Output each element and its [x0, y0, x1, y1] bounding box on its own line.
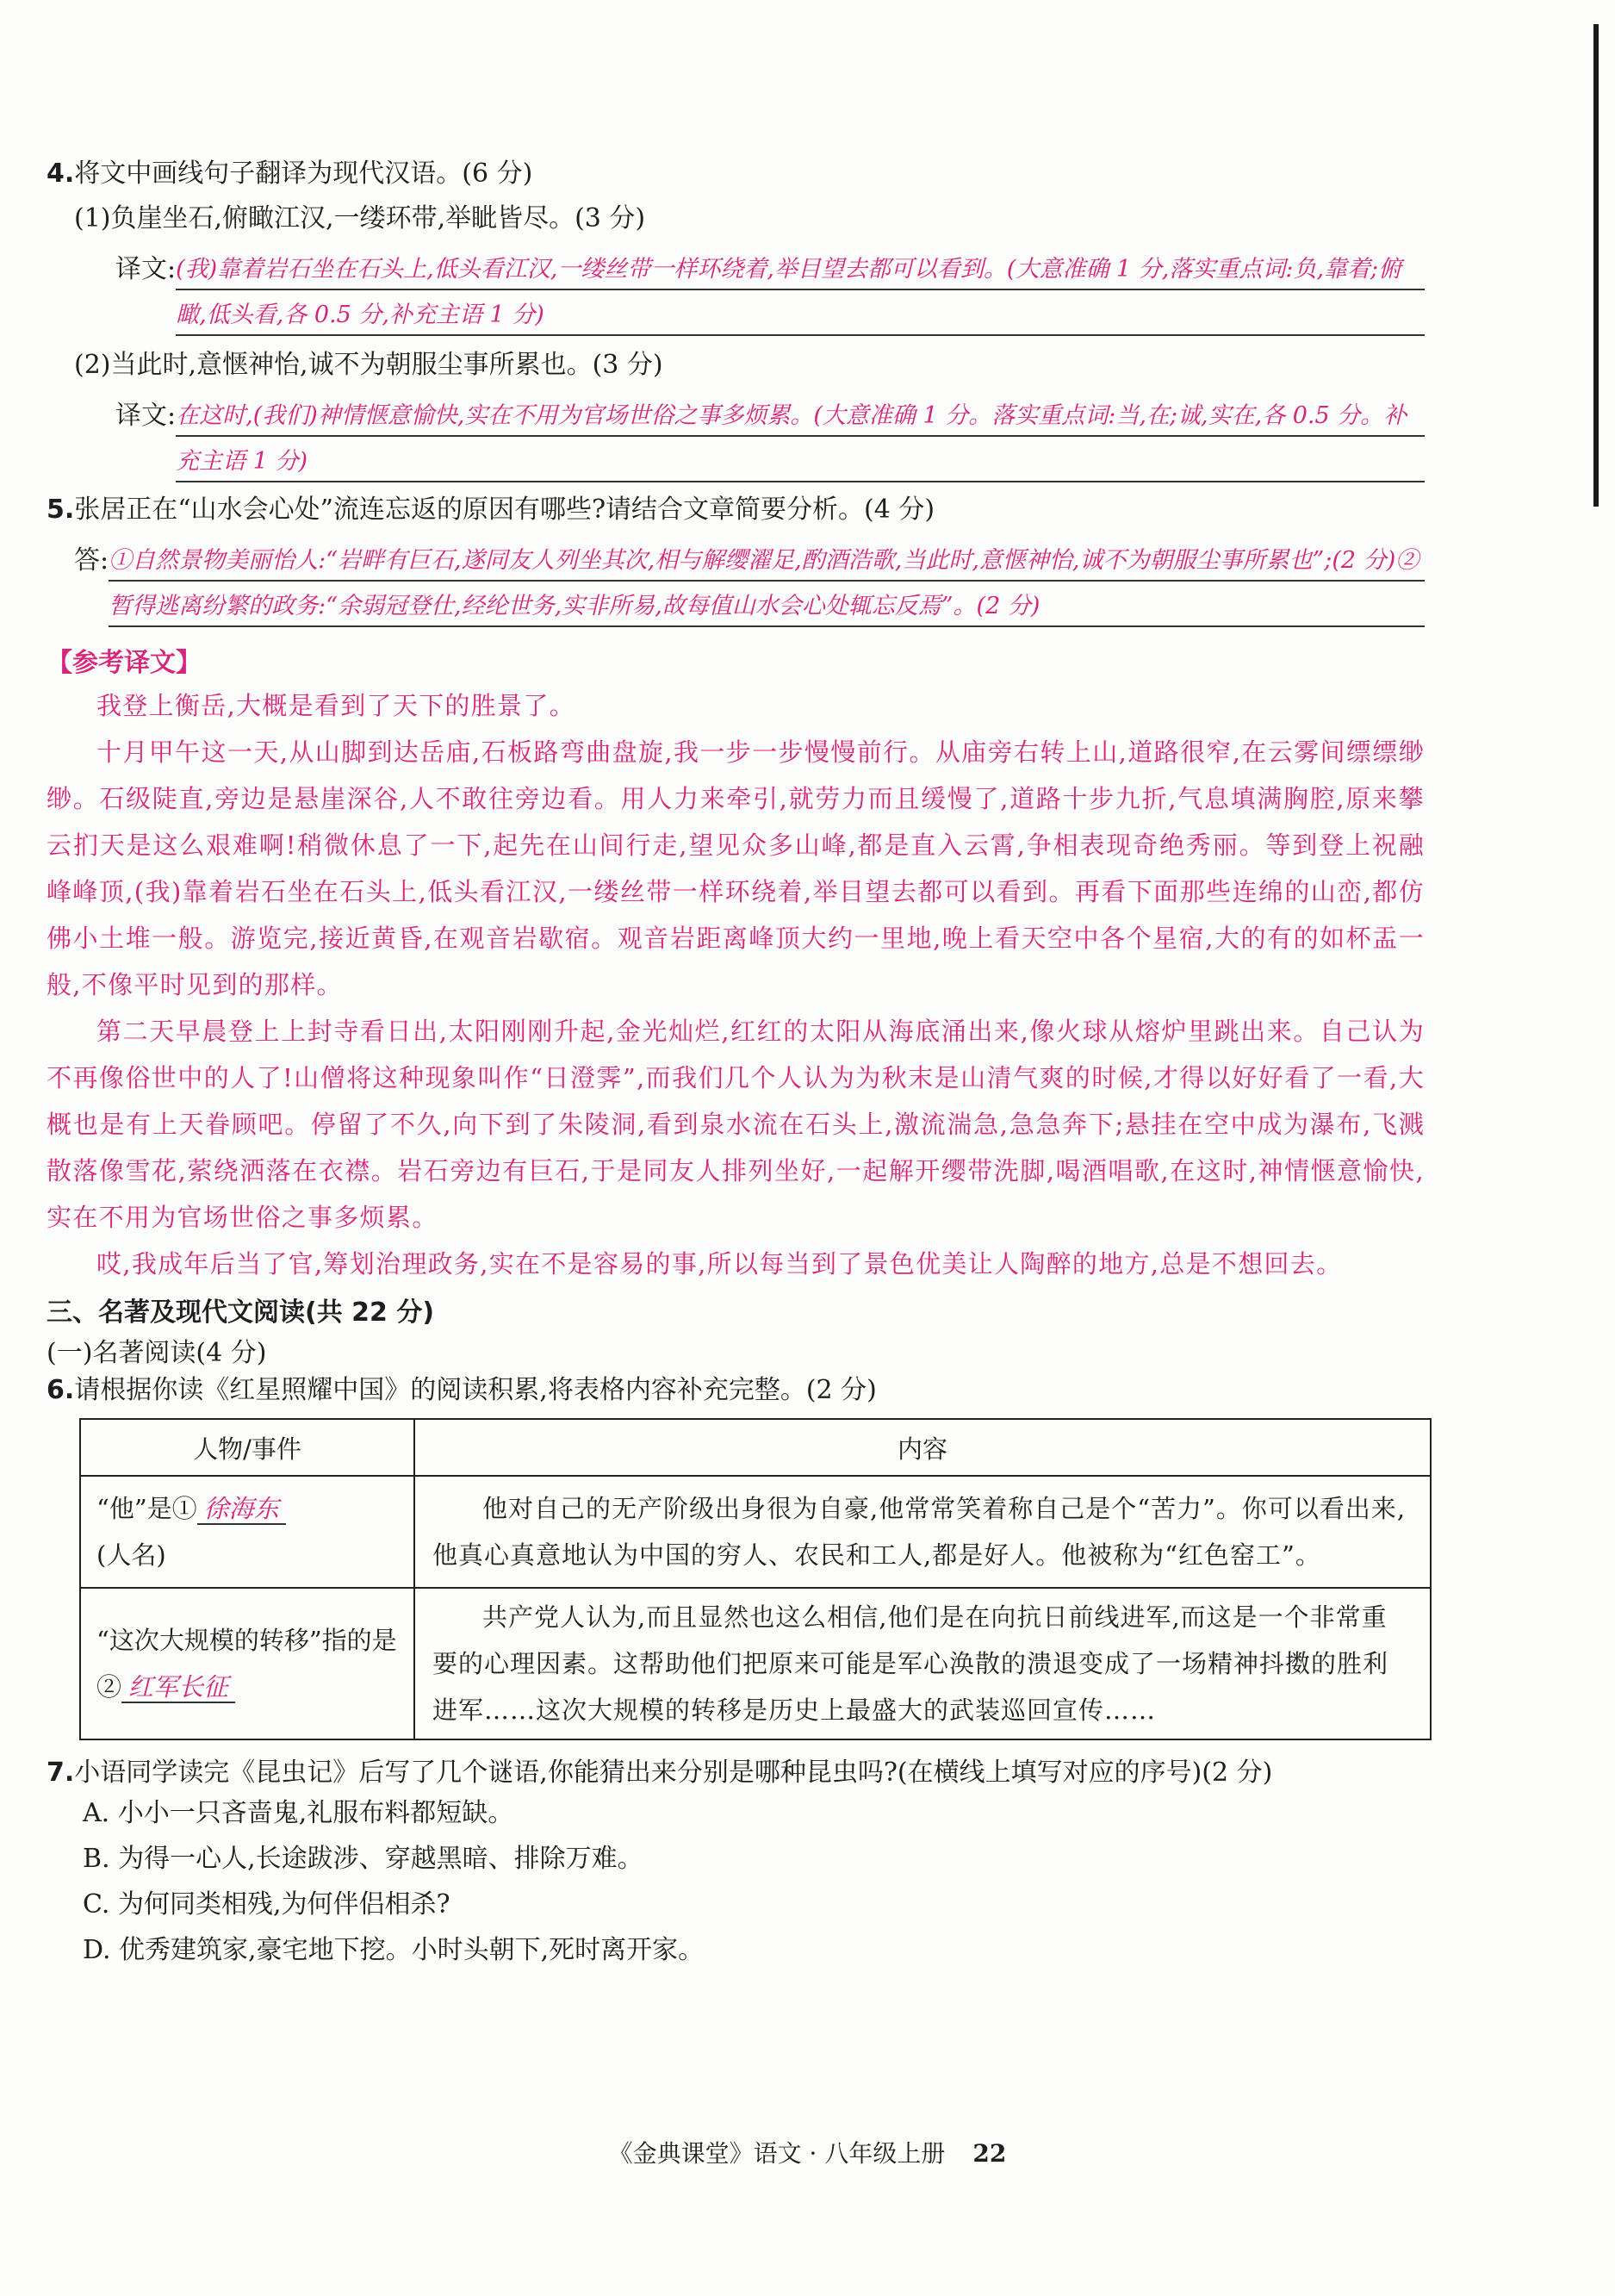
- reading-table: [79, 1418, 1432, 1740]
- table-header: 内容: [414, 1419, 1431, 1476]
- worksheet-page: [47, 157, 1425, 1973]
- answer-4-1: 译文: (我)靠着岩石坐在石头上,低头看江汉,一缕丝带一样环绕着,举目望去都可以看到。(大意准确 1 分,落实重点词:负,靠着;俯瞰,低头看,各 0.5 分,补充主语 1 分): [47, 246, 1425, 338]
- table-cell: “他”是① 徐海东 (人名): [80, 1476, 414, 1588]
- answer-5: 答: ①自然景物美丽怡人:“岩畔有巨石,遂同友人列坐其次,相与解缨濯足,酌酒浩歌,当此时,意惬神怡,诚不为朝服尘事所累也”;(2 分)②暂得逃离纷繁的政务:“余弱冠登仕,经纶世务,实非所易,故每值山水会心处辄忘反焉”。(2 分): [47, 538, 1425, 629]
- handwritten-answer: ①自然景物美丽怡人:“岩畔有巨石,遂同友人列坐其次,相与解缨濯足,酌酒浩歌,当此时,意惬神怡,诚不为朝服尘事所累也”;(2 分)②暂得逃离纷繁的政务:“余弱冠登仕,经纶世务,实非所易,故每值山水会心处辄忘反焉”。(2 分): [109, 538, 1425, 629]
- question-6: 6.请根据你读《红星照耀中国》的阅读积累,将表格内容补充完整。(2 分): [47, 1375, 877, 1405]
- page-number: 22: [972, 2139, 1007, 2168]
- question-number: 5.: [47, 495, 75, 525]
- table-header: 人物/事件: [80, 1419, 414, 1476]
- question-number: 6.: [47, 1375, 75, 1405]
- question-7: 7.小语同学读完《昆虫记》后写了几个谜语,你能猜出来分别是哪种昆虫吗?(在横线上填写对应的序号)(2 分): [47, 1758, 1273, 1788]
- question-number: 4.: [47, 159, 75, 189]
- reference-paragraph: 第二天早晨登上上封寺看日出,太阳刚刚升起,金光灿烂,红红的太阳从海底涌出来,像火球从熔炉里跳出来。自己认为不再像俗世中的人了!山僧将这种现象叫作“日澄霁”,而我们几个人认为为秋末是山清气爽的时候,才得以好好看了一看,大概也是有上天眷顾吧。停留了不久,向下到了朱陵洞,看到泉水流在石头上,激流湍急,急急奔下;悬挂在空中成为瀑布,飞溅散落像雪花,萦绕洒落在衣襟。岩石旁边有巨石,于是同友人排列坐好,一起解开缨带洗脚,喝酒唱歌,在这时,神情惬意愉快,实在不用为官场世俗之事多烦累。: [47, 1017, 1425, 1232]
- question-4: 4.将文中画线句子翻译为现代汉语。(6 分): [47, 159, 533, 189]
- reference-paragraph: 我登上衡岳,大概是看到了天下的胜景了。: [96, 691, 575, 720]
- answer-4-2: 译文: 在这时,(我们)神情惬意愉快,实在不用为官场世俗之事多烦累。(大意准确 1 分。落实重点词:当,在;诚,实在,各 0.5 分。补充主语 1 分): [47, 393, 1425, 484]
- option-c: C. 为何同类相残,为何伴侣相杀?: [83, 1889, 450, 1920]
- handwritten-fill: 红军长征: [121, 1672, 235, 1703]
- reference-paragraph: 十月甲午这一天,从山脚到达岳庙,石板路弯曲盘旋,我一步一步慢慢前行。从庙旁右转上山,道路很窄,在云雾间缥缥缈缈。石级陡直,旁边是悬崖深谷,人不敢往旁边看。用人力来牵引,就劳力而且缓慢了,道路十步九折,气息填满胸腔,原来攀云扪天是这么艰难啊!稍微休息了一下,起先在山间行走,望见众多山峰,都是直入云霄,争相表现奇绝秀丽。等到登上祝融峰峰顶,(我)靠着岩石坐在石头上,低头看江汉,一缕丝带一样环绕着,举目望去都可以看到。再看下面那些连绵的山峦,都仿佛小土堆一般。游览完,接近黄昏,在观音岩歇宿。观音岩距离峰顶大约一里地,晚上看天空中各个星宿,大的有的如杯盂一般,不像平时见到的那样。: [47, 737, 1425, 999]
- table-cell: 共产党人认为,而且显然也这么相信,他们是在向抗日前线进军,而这是一个非常重要的心理因素。这帮助他们把原来可能是军心涣散的溃退变成了一场精神抖擞的胜利进军……这次大规模的转移是历史上最盛大的武装巡回宣传……: [414, 1588, 1431, 1739]
- reference-paragraph: 哎,我成年后当了官,筹划治理政务,实在不是容易的事,所以每当到了景色优美让人陶醉的地方,总是不想回去。: [96, 1249, 1343, 1279]
- reference-heading: 【参考译文】: [47, 648, 202, 678]
- table-row: [80, 1476, 1431, 1588]
- table-header-row: [80, 1419, 1431, 1476]
- question-4-1: (1)负崖坐石,俯瞰江汉,一缕环带,举眦皆尽。(3 分): [74, 203, 646, 233]
- subsection-title: (一)名著阅读(4 分): [47, 1338, 267, 1368]
- handwritten-fill: 徐海东: [197, 1494, 286, 1525]
- book-title: 《金典课堂》语文 · 八年级上册: [608, 2139, 946, 2168]
- question-5: 5.张居正在“山水会心处”流连忘返的原因有哪些?请结合文章简要分析。(4 分): [47, 495, 935, 525]
- scan-edge: [1593, 24, 1599, 507]
- question-number: 7.: [47, 1758, 75, 1788]
- table-cell: 他对自己的无产阶级出身很为自豪,他常常笑着称自己是个“苦力”。你可以看出来,他真心真意地认为中国的穷人、农民和工人,都是好人。他被称为“红色窑工”。: [414, 1476, 1431, 1588]
- page-footer: [0, 2137, 1615, 2171]
- handwritten-answer: (我)靠着岩石坐在石头上,低头看江汉,一缕丝带一样环绕着,举目望去都可以看到。(大意准确 1 分,落实重点词:负,靠着;俯瞰,低头看,各 0.5 分,补充主语 1 分): [176, 246, 1425, 338]
- option-a: A. 小小一只吝啬鬼,礼服布料都短缺。: [83, 1798, 514, 1828]
- question-4-2: (2)当此时,意惬神怡,诚不为朝服尘事所累也。(3 分): [74, 350, 663, 380]
- table-cell: “这次大规模的转移”指的是② 红军长征: [80, 1588, 414, 1739]
- table-row: [80, 1588, 1431, 1739]
- option-b: B. 为得一心人,长途跋涉、穿越黑暗、排除万难。: [83, 1844, 643, 1874]
- section-title: 三、名著及现代文阅读(共 22 分): [47, 1297, 435, 1328]
- handwritten-answer: 在这时,(我们)神情惬意愉快,实在不用为官场世俗之事多烦累。(大意准确 1 分。落实重点词:当,在;诚,实在,各 0.5 分。补充主语 1 分): [176, 393, 1425, 484]
- option-d: D. 优秀建筑家,豪宅地下挖。小时头朝下,死时离开家。: [83, 1935, 705, 1965]
